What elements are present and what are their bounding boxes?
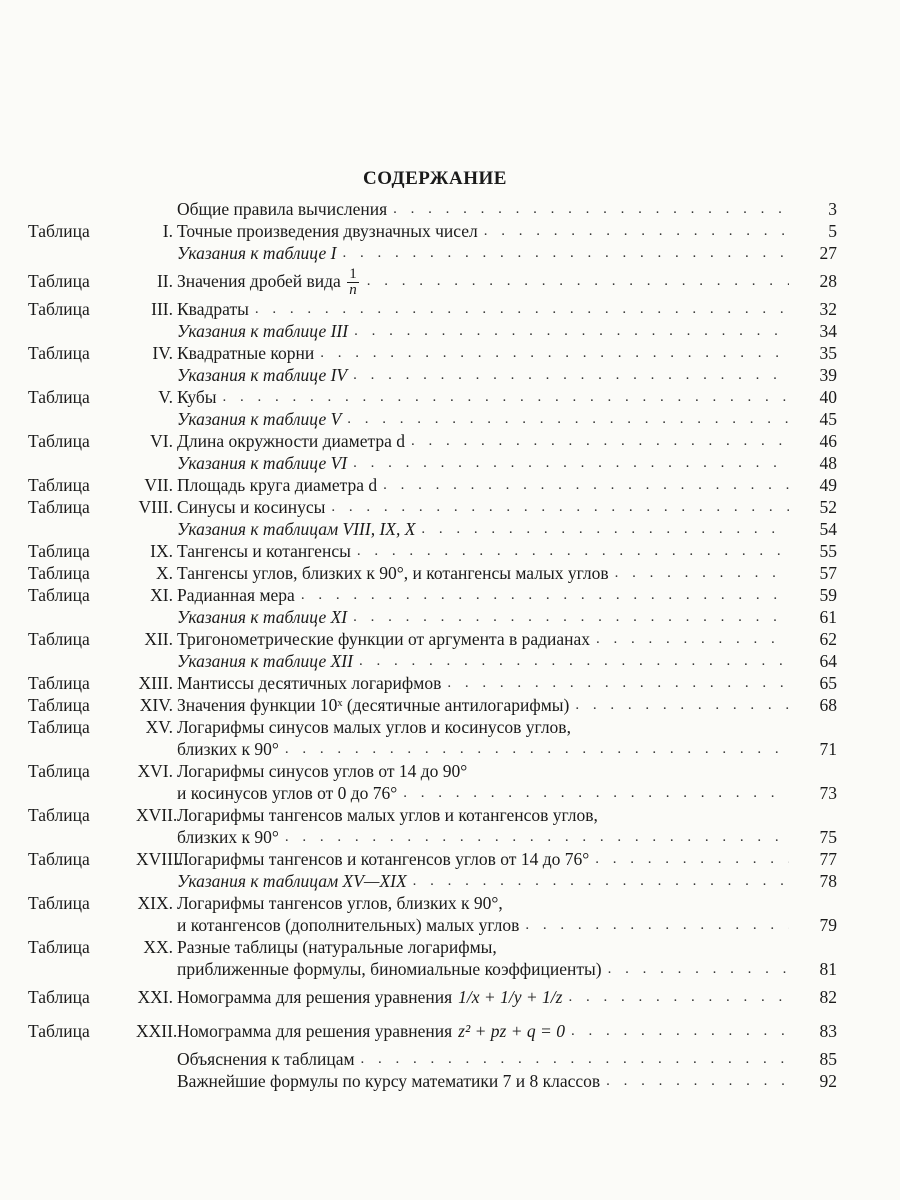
leader-dots	[301, 584, 789, 606]
toc-entry-page-number: 78	[819, 871, 837, 892]
toc-entry-content	[177, 320, 837, 342]
toc-entry[interactable]	[0, 892, 900, 936]
toc-entry-label: Таблица	[28, 673, 90, 694]
toc-entry[interactable]	[0, 198, 900, 220]
toc-entry-title: Логарифмы тангенсов углов, близких к 90°,	[177, 893, 503, 914]
toc-entry-label: Таблица	[28, 271, 90, 291]
toc-entry-title: Объяснения к таблицам	[177, 1049, 355, 1070]
toc-entry-page-number: 75	[819, 827, 837, 848]
toc-entry[interactable]	[0, 650, 900, 672]
toc-entry-page-number: 83	[819, 1021, 837, 1042]
toc-entry-title: Точные произведения двузначных чисел	[177, 221, 478, 241]
toc-entry-title-continued: и косинусов углов от 0 до 76°	[177, 783, 398, 804]
toc-entry-page-number: 61	[819, 607, 837, 628]
toc-entry-title: Синусы и косинусы	[177, 497, 326, 518]
toc-entry-label: Таблица	[28, 431, 90, 452]
equation-formula: z² + pz + q = 0	[458, 1021, 565, 1042]
toc-entry-content	[177, 892, 837, 936]
toc-entry-content	[177, 562, 837, 584]
toc-entry-title: Логарифмы синусов углов от 14 до 90°	[177, 761, 468, 782]
toc-entry-number: III.	[151, 299, 173, 320]
toc-entry-page-number: 92	[819, 1071, 837, 1092]
toc-entry[interactable]	[0, 1014, 900, 1048]
toc-entry[interactable]	[0, 264, 900, 298]
leader-dots	[354, 320, 789, 342]
leader-dots	[255, 298, 789, 320]
toc-entry-label: Таблица	[28, 849, 90, 870]
toc-entry-title-continued: близких к 90°	[177, 827, 279, 848]
leader-dots	[575, 694, 789, 716]
toc-entry[interactable]	[0, 716, 900, 760]
leader-dots	[403, 782, 789, 804]
toc-entry-number: VII.	[144, 475, 173, 496]
toc-entry-label: Таблица	[28, 541, 90, 562]
toc-entry-number: X.	[155, 563, 173, 584]
toc-entry-content	[177, 518, 837, 540]
toc-entry-title: Номограмма для решения уравнения	[177, 1021, 453, 1042]
leader-dots	[223, 386, 789, 408]
fraction-formula	[347, 267, 359, 298]
toc-entry-title: Квадратные корни	[177, 343, 315, 364]
toc-entry-page-number: 82	[819, 987, 837, 1008]
leader-dots	[568, 980, 789, 1014]
toc-entry-second-line	[177, 914, 837, 936]
toc-entry-title: Указания к таблице XI	[177, 607, 348, 628]
toc-entry-content	[177, 760, 837, 804]
leader-dots	[359, 650, 789, 672]
toc-entry[interactable]	[0, 242, 900, 264]
toc-entry-page-number: 65	[819, 673, 837, 694]
toc-entry-page-number: 28	[819, 271, 837, 292]
leader-dots	[608, 958, 789, 980]
toc-entry[interactable]	[0, 540, 900, 562]
toc-entry-title: Мантиссы десятичных логарифмов	[177, 673, 442, 694]
toc-entry[interactable]	[0, 364, 900, 386]
toc-entry-second-line	[177, 738, 837, 760]
toc-entry-label: Таблица	[28, 987, 90, 1008]
toc-entry-number: XIV.	[139, 695, 173, 716]
toc-entry-content	[177, 848, 837, 870]
leader-dots	[595, 848, 789, 870]
toc-entry-content	[177, 452, 837, 474]
toc-entry-content	[177, 870, 837, 892]
toc-entry[interactable]	[0, 320, 900, 342]
toc-entry-title-continued: и котангенсов (дополнительных) малых углов	[177, 915, 520, 936]
toc-entry-number: XVII.	[136, 805, 178, 826]
leader-dots	[331, 496, 789, 518]
toc-entry-content	[177, 606, 837, 628]
leader-dots	[571, 1014, 789, 1048]
table-of-contents	[0, 198, 900, 1092]
toc-entry-label: Таблица	[28, 497, 90, 518]
toc-entry-page-number: 27	[819, 243, 837, 263]
toc-entry-page-number: 59	[819, 585, 837, 606]
toc-entry-content	[177, 1070, 837, 1092]
toc-entry-second-line	[177, 826, 837, 848]
toc-entry-second-line	[177, 958, 837, 980]
leader-dots	[393, 198, 789, 220]
leader-dots	[342, 242, 789, 264]
toc-entry-number: II.	[156, 271, 173, 291]
toc-entry-number: XXII.	[136, 1021, 178, 1042]
toc-entry-page-number: 52	[819, 497, 837, 518]
toc-entry[interactable]	[0, 386, 900, 408]
leader-dots	[320, 342, 789, 364]
leader-dots	[285, 738, 789, 760]
toc-entry-label: Таблица	[28, 761, 90, 782]
toc-entry-title-wrap	[177, 980, 562, 1014]
toc-entry-title: Кубы	[177, 387, 217, 408]
toc-entry[interactable]	[0, 408, 900, 430]
toc-entry[interactable]	[0, 870, 900, 892]
toc-entry-title: Указания к таблицам XV—XIX	[177, 871, 407, 892]
toc-entry-content	[177, 672, 837, 694]
leader-dots	[411, 430, 789, 452]
toc-entry-title: Указания к таблице V	[177, 409, 342, 430]
toc-entry-number: XVI.	[137, 761, 173, 782]
toc-entry-label: Таблица	[28, 893, 90, 914]
toc-entry-title: Указания к таблице I	[177, 243, 337, 263]
toc-entry-page-number: 64	[819, 651, 837, 672]
toc-entry-content	[177, 936, 837, 980]
toc-entry-label: Таблица	[28, 387, 90, 408]
toc-entry-title: Радианная мера	[177, 585, 295, 606]
toc-entry-number: I.	[162, 221, 173, 241]
toc-entry-page-number: 62	[819, 629, 837, 650]
toc-entry-content	[177, 584, 837, 606]
toc-entry-title-continued: близких к 90°	[177, 739, 279, 760]
leader-dots	[421, 518, 789, 540]
toc-entry-label: Таблица	[28, 585, 90, 606]
toc-entry-content	[177, 220, 837, 242]
toc-entry-title: Разные таблицы (натуральные логарифмы,	[177, 937, 497, 958]
toc-entry-title: Общие правила вычисления	[177, 199, 388, 219]
toc-entry-page-number: 54	[819, 519, 837, 540]
leader-dots	[413, 870, 789, 892]
toc-entry-content	[177, 342, 837, 364]
toc-entry-content	[177, 264, 837, 298]
toc-entry-title: Тангенсы углов, близких к 90°, и котангенсы малых углов	[177, 563, 609, 584]
toc-entry-content	[177, 628, 837, 650]
toc-entry-number: IV.	[152, 343, 173, 364]
toc-entry-number: XI.	[150, 585, 173, 606]
toc-entry-label: Таблица	[28, 717, 90, 738]
toc-entry-label: Таблица	[28, 299, 90, 320]
toc-entry-title: Логарифмы синусов малых углов и косинусов углов,	[177, 717, 571, 738]
toc-entry-content	[177, 540, 837, 562]
toc-entry-page-number: 79	[819, 915, 837, 936]
toc-entry-title: Указания к таблице IV	[177, 365, 348, 386]
toc-entry-page-number: 85	[819, 1049, 837, 1070]
toc-entry-page-number: 68	[819, 695, 837, 716]
toc-entry-content	[177, 980, 837, 1014]
toc-entry-content	[177, 474, 837, 496]
toc-entry-title: Указания к таблицам VIII, IX, X	[177, 519, 416, 540]
toc-entry-second-line	[177, 782, 837, 804]
toc-entry-title: Важнейшие формулы по курсу математики 7 и 8 классов	[177, 1071, 601, 1092]
toc-entry-page-number: 49	[819, 475, 837, 496]
toc-entry-content	[177, 496, 837, 518]
toc-entry-page-number: 77	[819, 849, 837, 870]
toc-entry-content	[177, 408, 837, 430]
toc-entry[interactable]	[0, 936, 900, 980]
toc-entry-title: Значения функции 10ˣ (десятичные антилогарифмы)	[177, 695, 570, 716]
toc-entry-page-number: 40	[819, 387, 837, 408]
leader-dots	[484, 220, 789, 242]
toc-entry-page-number: 73	[819, 783, 837, 804]
toc-entry-number: XIX.	[137, 893, 173, 914]
toc-entry-number: V.	[158, 387, 173, 408]
toc-entry-label: Таблица	[28, 805, 90, 826]
toc-entry-page-number: 57	[819, 563, 837, 584]
toc-entry-content	[177, 650, 837, 672]
toc-entry[interactable]	[0, 694, 900, 716]
toc-entry-label: Таблица	[28, 695, 90, 716]
toc-entry-label: Таблица	[28, 343, 90, 364]
toc-entry-label: Таблица	[28, 629, 90, 650]
toc-entry-label: Таблица	[28, 475, 90, 496]
toc-entry-page-number: 71	[819, 739, 837, 760]
toc-entry-page-number: 46	[819, 431, 837, 452]
leader-dots	[285, 826, 789, 848]
toc-entry-label: Таблица	[28, 1021, 90, 1042]
toc-entry-page-number: 45	[819, 409, 837, 430]
toc-entry[interactable]	[0, 628, 900, 650]
toc-entry-title-wrap	[177, 1014, 565, 1048]
toc-entry[interactable]	[0, 496, 900, 518]
toc-entry-page-number: 34	[819, 321, 837, 342]
equation-formula: 1/x + 1/y + 1/z	[458, 987, 563, 1008]
toc-entry-label: Таблица	[28, 937, 90, 958]
toc-entry-page-number: 32	[819, 299, 837, 320]
toc-entry-content	[177, 364, 837, 386]
leader-dots	[383, 474, 789, 496]
leader-dots	[353, 452, 789, 474]
toc-entry-content	[177, 386, 837, 408]
toc-entry-title-continued: приближенные формулы, биномиальные коэффициенты)	[177, 959, 602, 980]
toc-entry-page-number: 81	[819, 959, 837, 980]
leader-dots	[347, 408, 789, 430]
toc-entry-number: XX.	[143, 937, 173, 958]
toc-entry[interactable]	[0, 474, 900, 496]
toc-entry[interactable]	[0, 804, 900, 848]
toc-entry-label: Таблица	[28, 563, 90, 584]
toc-entry-title-wrap	[177, 264, 361, 298]
toc-entry-title: Указания к таблице VI	[177, 453, 348, 474]
toc-entry-content	[177, 198, 837, 220]
page-title: СОДЕРЖАНИЕ	[363, 168, 507, 189]
toc-entry-number: VIII.	[138, 497, 173, 518]
toc-entry-content	[177, 430, 837, 452]
fraction-denominator: n	[349, 282, 357, 299]
toc-entry-number: VI.	[150, 431, 173, 452]
toc-entry-number: XIII.	[138, 673, 173, 694]
toc-entry-page-number: 5	[828, 221, 837, 241]
toc-entry[interactable]	[0, 980, 900, 1014]
toc-entry-title: Длина окружности диаметра d	[177, 431, 406, 452]
toc-entry-content	[177, 298, 837, 320]
toc-entry-title: Тригонометрические функции от аргумента в радианах	[177, 629, 591, 650]
leader-dots	[525, 914, 789, 936]
toc-entry-content	[177, 804, 837, 848]
toc-entry[interactable]	[0, 220, 900, 242]
toc-entry[interactable]	[0, 452, 900, 474]
toc-entry-number: XVIII.	[136, 849, 184, 870]
toc-entry-title: Квадраты	[177, 299, 249, 320]
toc-entry-page-number: 3	[828, 199, 837, 219]
toc-entry-page-number: 35	[819, 343, 837, 364]
toc-entry-number: XXI.	[137, 987, 173, 1008]
toc-entry-content	[177, 1014, 837, 1048]
toc-entry-title: Площадь круга диаметра d	[177, 475, 378, 496]
toc-entry[interactable]	[0, 606, 900, 628]
fraction-numerator: 1	[349, 266, 357, 283]
toc-entry[interactable]	[0, 1048, 900, 1070]
toc-entry[interactable]	[0, 562, 900, 584]
toc-entry[interactable]	[0, 760, 900, 804]
toc-entry-title: Тангенсы и котангенсы	[177, 541, 351, 562]
leader-dots	[353, 606, 789, 628]
toc-entry[interactable]	[0, 584, 900, 606]
toc-entry-page-number: 55	[819, 541, 837, 562]
toc-entry-content	[177, 1048, 837, 1070]
leader-dots	[357, 540, 789, 562]
toc-entry-title: Указания к таблице XII	[177, 651, 353, 672]
toc-entry-page-number: 39	[819, 365, 837, 386]
toc-entry-title: Логарифмы тангенсов и котангенсов углов от 14 до 76°	[177, 849, 590, 870]
toc-entry-title: Логарифмы тангенсов малых углов и котангенсов углов,	[177, 805, 598, 826]
leader-dots	[596, 628, 789, 650]
toc-entry[interactable]	[0, 298, 900, 320]
leader-dots	[606, 1070, 789, 1092]
toc-entry-label: Таблица	[28, 221, 90, 241]
leader-dots	[353, 364, 789, 386]
leader-dots	[447, 672, 789, 694]
toc-entry-number: XV.	[145, 717, 173, 738]
toc-entry-content	[177, 694, 837, 716]
toc-entry[interactable]	[0, 1070, 900, 1092]
toc-entry[interactable]	[0, 848, 900, 870]
toc-entry-content	[177, 716, 837, 760]
toc-entry-number: IX.	[150, 541, 173, 562]
toc-entry-number: XII.	[144, 629, 173, 650]
toc-entry-title: Значения дробей вида	[177, 271, 341, 291]
leader-dots	[361, 1048, 789, 1070]
leader-dots	[367, 264, 789, 298]
toc-entry-content	[177, 242, 837, 264]
toc-entry-title: Номограмма для решения уравнения	[177, 987, 453, 1008]
toc-entry[interactable]	[0, 430, 900, 452]
toc-entry-title: Указания к таблице III	[177, 321, 349, 342]
toc-entry[interactable]	[0, 672, 900, 694]
toc-entry[interactable]	[0, 342, 900, 364]
leader-dots	[615, 562, 789, 584]
toc-entry-page-number: 48	[819, 453, 837, 474]
toc-entry[interactable]	[0, 518, 900, 540]
